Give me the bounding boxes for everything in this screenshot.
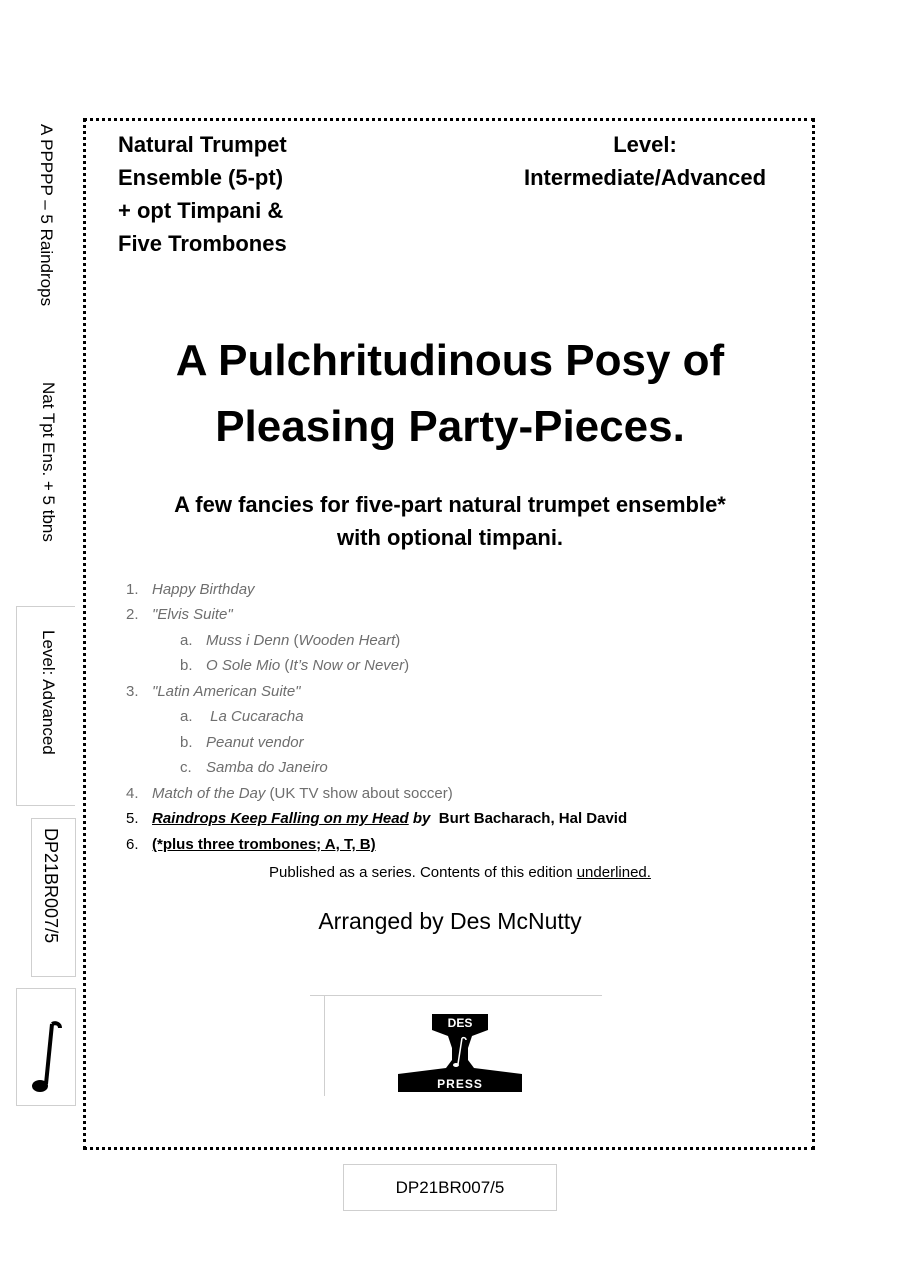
list-number: 3. [126, 683, 139, 700]
arranger: Arranged by Des McNutty [318, 908, 582, 934]
instrumentation-line: Ensemble (5-pt) [118, 165, 284, 190]
list-number: a. [180, 632, 193, 649]
level-heading: Level: [613, 132, 677, 157]
list-number: 4. [126, 785, 139, 802]
des-press-logo [396, 1012, 524, 1096]
title-line: A Pulchritudinous Posy of [175, 336, 725, 385]
list-number: a. [180, 708, 193, 725]
list-alt-title: Wooden Heart [298, 632, 396, 649]
list-number: b. [180, 657, 193, 674]
logo-divider [310, 995, 602, 996]
list-title: "Latin American Suite" [152, 683, 301, 700]
level-value: Intermediate/Advanced [523, 165, 767, 190]
list-title: La Cucaracha [206, 708, 304, 725]
list-number: 2. [126, 606, 139, 623]
list-note: (UK TV show about soccer) [265, 785, 453, 802]
list-number: 6. [126, 836, 139, 853]
list-number: b. [180, 734, 193, 751]
list-title: Match of the Day [152, 785, 266, 802]
list-title: Peanut vendor [206, 734, 304, 751]
list-title: O Sole Mio [206, 657, 281, 674]
list-title: Raindrops Keep Falling on my Head [152, 810, 409, 827]
paren: ) [404, 657, 410, 674]
spine-level-label: Level: Advanced [39, 630, 58, 755]
logo-top-text: DES [447, 1016, 473, 1030]
list-title: Happy Birthday [152, 581, 255, 598]
spine-ensemble-label: Nat Tpt Ens. + 5 tbns [39, 382, 58, 542]
subtitle-line: A few fancies for five-part natural trumpet ensemble* [174, 492, 726, 517]
published-underlined: underlined. [576, 864, 651, 881]
list-alt-title: It’s Now or Never [289, 657, 405, 674]
paren: ) [395, 632, 401, 649]
list-title: "Elvis Suite" [152, 606, 233, 623]
list-number: c. [180, 759, 192, 776]
paren: ( [280, 657, 290, 674]
published-note [110, 864, 810, 881]
list-number: 5. [126, 810, 139, 827]
list-title: Samba do Janeiro [206, 759, 328, 776]
page-title [110, 328, 790, 460]
list-composers: Burt Bacharach, Hal David [430, 810, 628, 827]
bottom-catalog-code: DP21BR007/5 [343, 1164, 557, 1211]
list-title: Muss i Denn [206, 632, 290, 649]
spine-code: DP21BR007/5 [41, 828, 61, 944]
spine-series-label: A PPPPP – 5 Raindrops [37, 124, 56, 307]
title-line: Pleasing Party-Pieces. [215, 402, 685, 451]
instrumentation [118, 128, 287, 260]
list-by: by [408, 810, 431, 827]
subtitle-line: with optional timpani. [336, 525, 564, 550]
list-title: (*plus three trombones; A, T, B) [152, 836, 376, 853]
logo-divider [324, 996, 325, 1096]
instrumentation-line: Natural Trumpet [118, 132, 287, 157]
list-number: 1. [126, 581, 139, 598]
instrumentation-line: + opt Timpani & [118, 198, 284, 223]
logo-bottom-text: PRESS [437, 1077, 483, 1091]
instrumentation-line: Five Trombones [118, 231, 287, 256]
level-block [500, 128, 790, 194]
music-note-icon [30, 1018, 64, 1096]
paren: ( [289, 632, 299, 649]
subtitle [110, 488, 790, 554]
published-text: Published as a series. Contents of this edition [269, 864, 577, 881]
